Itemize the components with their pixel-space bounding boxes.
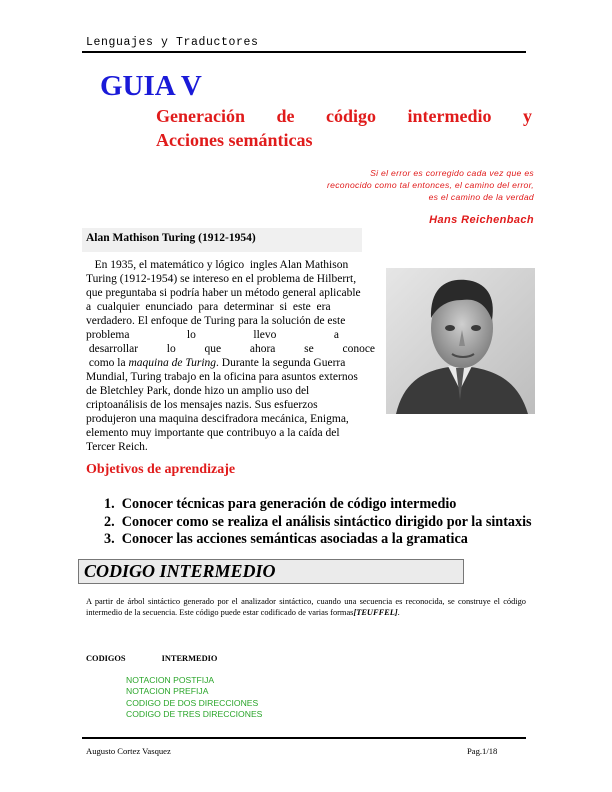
paragraph-end: . <box>397 608 400 617</box>
code-type-item: CODIGO DE DOS DIRECCIONES <box>126 697 259 708</box>
section-heading: CODIGO INTERMEDIO <box>84 561 276 581</box>
bio-line: criptoanálisis de los mensajes nazis. Sus esfuerzos <box>86 399 318 411</box>
epigraph-line-2: reconocido como tal entonces, el camino del error, <box>326 180 534 190</box>
objective-item: 1. Conocer técnicas para generación de código intermedio <box>104 496 457 512</box>
bio-line: que preguntaba si podría haber un método general aplicable <box>86 287 361 299</box>
paragraph-text: A partir de árbol sintáctico generado por el analizador sintáctico, cuando una secuencia es reconocida, se construye el código intermedio de la secuencia. Este código puede estar codificado de varias formas <box>86 597 526 617</box>
footer-author: Augusto Cortez Vasquez <box>86 746 171 756</box>
running-header: Lenguajes y Traductores <box>86 36 259 49</box>
footer-rule <box>82 737 526 739</box>
codes-label-1: CODIGOS <box>86 654 126 663</box>
objectives-list <box>104 496 532 549</box>
code-types-list <box>126 675 262 721</box>
subtitle-line-1: Generación de código intermedio y <box>156 106 532 126</box>
objective-item: 3. Conocer las acciones semánticas asociadas a la gramatica <box>104 531 468 547</box>
bio-line: desarrollar lo que ahora se conoce <box>86 343 376 355</box>
bio-line: produjeron una maquina descifradora mecánica, Enigma, <box>86 413 349 425</box>
bio-line: verdadero. El enfoque de Turing para la solución de este <box>86 315 346 327</box>
bio-line: En 1935, el matemático y lógico ingles Alan Mathison <box>86 259 349 271</box>
code-type-item: NOTACION POSTFIJA <box>126 675 215 685</box>
epigraph-line-1: Si el error es corregido cada vez que es <box>370 168 534 178</box>
portrait-photo-icon <box>386 268 535 414</box>
codes-label <box>86 654 217 663</box>
epigraph-author: Hans Reichenbach <box>429 214 534 226</box>
code-type-item: NOTACION PREFIJA <box>126 686 209 697</box>
bio-line: Turing (1912-1954) se intereso en el problema de Hilberrt, <box>86 273 357 285</box>
turing-biography <box>86 258 376 454</box>
bio-line: como la maquina de Turing. Durante la segunda Guerra <box>86 357 346 369</box>
bio-line: Mundial, Turing trabajo en la oficina para asuntos externos <box>86 371 358 383</box>
epigraph-line-3: es el camino de la verdad <box>428 192 534 202</box>
portrait-photo-svg <box>386 268 535 414</box>
footer-page-number: Pag.1/18 <box>467 746 498 756</box>
code-type-item: CODIGO DE TRES DIRECCIONES <box>126 709 263 720</box>
header-rule <box>82 51 526 53</box>
bio-line: de Bletchley Park, donde hizo un amplio uso del <box>86 385 310 397</box>
bio-line: a cualquier enunciado para determinar si este era <box>86 301 331 313</box>
bio-line: Tercer Reich. <box>86 441 148 453</box>
objectives-heading: Objetivos de aprendizaje <box>86 462 236 477</box>
guide-title: GUIA V <box>100 70 202 102</box>
section-paragraph <box>86 596 526 618</box>
turing-heading: Alan Mathison Turing (1912-1954) <box>86 232 256 244</box>
objective-item: 2. Conocer como se realiza el análisis sintáctico dirigido por la sintaxis <box>104 513 532 530</box>
bio-line: elemento muy importante que contribuyo a la caída del <box>86 427 340 439</box>
turing-machine-term: maquina de Turing <box>128 357 217 369</box>
codes-label-2: INTERMEDIO <box>161 654 218 663</box>
subtitle-line-2: Acciones semánticas <box>156 130 313 150</box>
paragraph-reference: [TEUFFEL] <box>353 608 398 617</box>
bio-line: problema lo llevo a <box>86 329 339 341</box>
